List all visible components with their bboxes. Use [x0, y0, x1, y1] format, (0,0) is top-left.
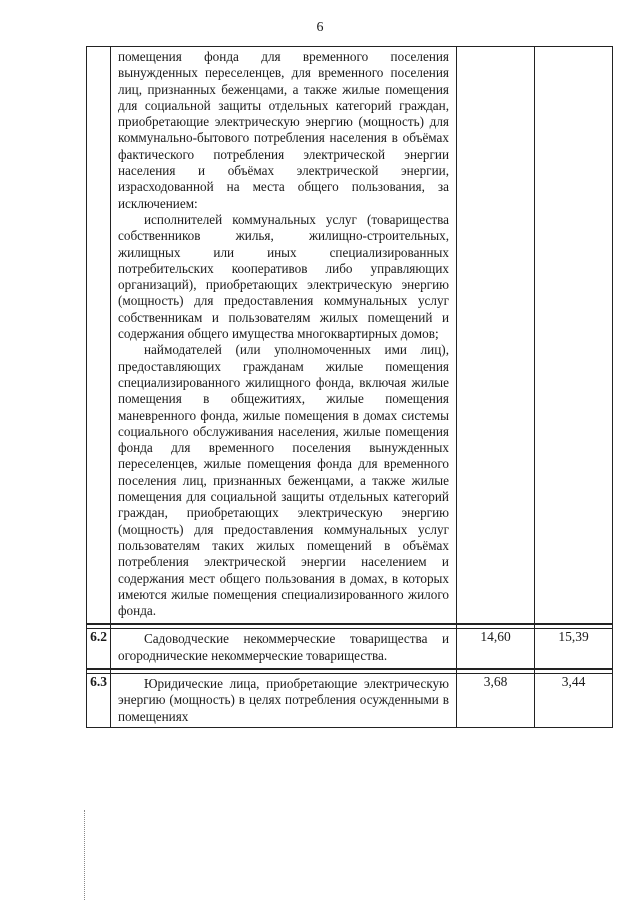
row-value-2: 3,44	[535, 673, 613, 727]
row-value-1: 14,60	[457, 629, 535, 669]
row-description	[111, 673, 457, 727]
table-row	[87, 673, 613, 727]
row-value-2	[535, 47, 613, 625]
row-value-1	[457, 47, 535, 625]
description-paragraph: наймодателей (или уполномоченных ими лиц), предоставляющих гражданам жилые помещения специализированного жилищного фонда, включая жилые помещения в общежитиях, жилые помещения маневренного фонда, жилые помещения в домах системы социального обслуживания населения, жилые помещения фонда для временного поселения вынужденных переселенцев, жилые помещения фонда для временного поселения лиц, признанных беженцами, а также жилые помещения для социальной защиты отдельных категорий граждан, приобретающих электрическую энергию (мощность) для предоставления коммунальных услуг пользователям таких жилых помещений в объёмах потребления электрической энергии населением и содержания мест общего пользования в домах, в которых имеются жилые помещения специализированного жилого фонда.	[118, 342, 449, 619]
row-value-1: 3,68	[457, 673, 535, 727]
row-number	[87, 47, 111, 625]
row-description	[111, 629, 457, 669]
table-row	[87, 47, 613, 625]
description-paragraph: Юридические лица, приобретающие электрическую энергию (мощность) в целях потребления осужденными в помещениях	[118, 675, 449, 724]
description-paragraph: исполнителей коммунальных услуг (товарищества собственников жилья, жилищно-строительных, жилищных или иных специализированных потребительских кооперативов либо управляющих организаций), приобретающих электрическую энергию (мощность) для предоставления коммунальных услуг собственникам и пользователям жилых помещений и содержания общего имущества многоквартирных домов;	[118, 211, 449, 342]
row-description	[111, 47, 457, 625]
description-paragraph: помещения фонда для временного поселения вынужденных переселенцев, для временного поселения лиц, признанных беженцами, а также жилые помещения для социальной защиты отдельных категорий граждан, приобретающие электрическую энергию (мощность) для коммунально-бытового потребления населения в объёмах фактического потребления электрической энергии населения и объёмах электрической энергии, израсходованной на места общего пользования, за исключением:	[118, 49, 449, 211]
row-number: 6.3	[87, 673, 111, 727]
tariff-table	[86, 46, 613, 728]
page-number: 6	[316, 20, 324, 35]
row-number: 6.2	[87, 629, 111, 669]
description-paragraph: Садоводческие некоммерческие товарищества и огороднические некоммерческие товарищества.	[118, 631, 449, 663]
row-value-2: 15,39	[535, 629, 613, 669]
scan-margin-mark	[84, 810, 91, 900]
table-row	[87, 629, 613, 669]
